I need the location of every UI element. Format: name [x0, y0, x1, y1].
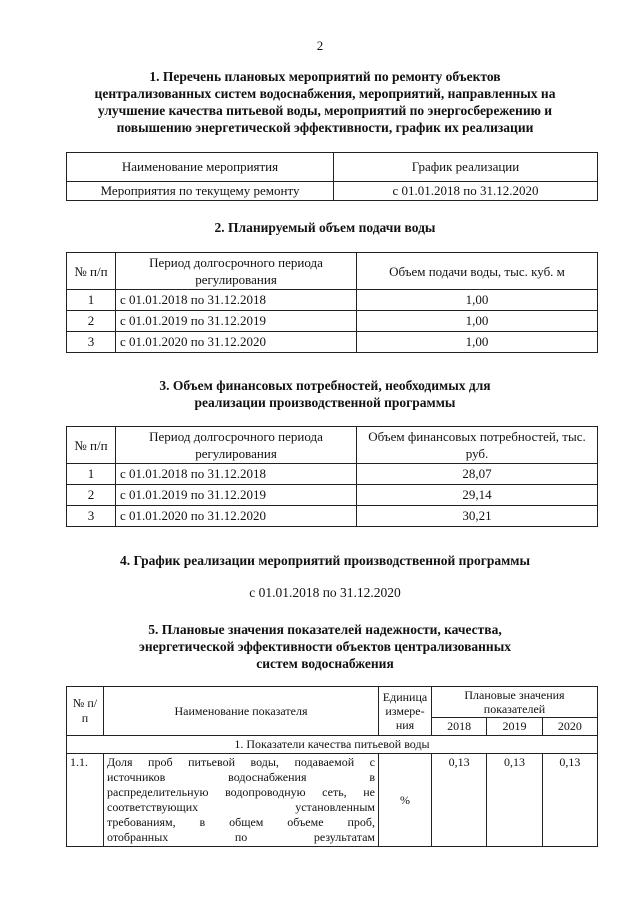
- section-1-title: [60, 68, 590, 136]
- header-num: № п/п: [67, 427, 116, 464]
- title-line: повышению энергетической эффективности, график их реализации: [116, 120, 534, 135]
- row-value: 0,13: [487, 754, 542, 847]
- row-num: 2: [67, 311, 116, 332]
- row-unit: %: [379, 754, 432, 847]
- header-period: Период долгосрочного периода регулирования: [116, 427, 357, 464]
- section-3-title: [60, 377, 590, 411]
- title-line: реализации производственной программы: [194, 395, 456, 410]
- name-line: соответствующих установленным: [107, 800, 375, 814]
- header-unit: Единица измере-ния: [379, 687, 432, 736]
- row-amount: 29,14: [357, 485, 598, 506]
- row-num: 1: [67, 464, 116, 485]
- table-row: [67, 464, 598, 485]
- indicators-table: [66, 686, 598, 847]
- row-period: с 01.01.2018 по 31.12.2018: [116, 290, 357, 311]
- title-line: 5. Плановые значения показателей надежности, качества,: [148, 622, 502, 637]
- table-header-row: [67, 253, 598, 290]
- header-planned: Плановые значения показателей: [432, 687, 598, 718]
- row-name: [104, 754, 379, 847]
- row-value: 0,13: [542, 754, 597, 847]
- page-number: 2: [316, 38, 324, 53]
- table-header-row: [67, 153, 598, 182]
- table-row: [67, 485, 598, 506]
- financial-needs-table: [66, 426, 598, 527]
- header-volume: Объем подачи воды, тыс. куб. м: [357, 253, 598, 290]
- activity-name: Мероприятия по текущему ремонту: [67, 182, 334, 201]
- section-5-title: [60, 621, 590, 672]
- table-header-row: [67, 427, 598, 464]
- name-line: Доля проб питьевой воды, подаваемой с: [107, 755, 375, 769]
- table-row: [67, 332, 598, 353]
- row-period: с 01.01.2019 по 31.12.2019: [116, 485, 357, 506]
- row-num: 1: [67, 290, 116, 311]
- header-period: Период долгосрочного периода регулирования: [116, 253, 357, 290]
- row-num: 2: [67, 485, 116, 506]
- water-supply-table: [66, 252, 598, 353]
- title-line: систем водоснабжения: [256, 656, 394, 671]
- name-line: распределительную водопроводную сеть, не: [107, 785, 375, 799]
- title-line: 3. Объем финансовых потребностей, необходимых для: [159, 378, 491, 393]
- table-group-row: [67, 736, 598, 754]
- table-row: [67, 754, 598, 847]
- title-line: 1. Перечень плановых мероприятий по ремонту объектов: [149, 69, 501, 84]
- table-row: [67, 290, 598, 311]
- header-finance: Объем финансовых потребностей, тыс. руб.: [357, 427, 598, 464]
- row-period: с 01.01.2018 по 31.12.2018: [116, 464, 357, 485]
- section-2-title: 2. Планируемый объем подачи воды: [214, 220, 436, 235]
- row-period: с 01.01.2020 по 31.12.2020: [116, 506, 357, 527]
- name-line: источников водоснабжения в: [107, 770, 375, 784]
- section-4-title: 4. График реализации мероприятий производственной программы: [119, 553, 531, 568]
- title-line: энергетической эффективности объектов централизованных: [138, 639, 511, 654]
- group-title: 1. Показатели качества питьевой воды: [67, 736, 598, 754]
- header-year: 2019: [487, 718, 542, 736]
- row-period: с 01.01.2020 по 31.12.2020: [116, 332, 357, 353]
- header-name: Наименование показателя: [104, 687, 379, 736]
- header-num: № п/п: [67, 253, 116, 290]
- row-num: 3: [67, 506, 116, 527]
- row-volume: 1,00: [357, 311, 598, 332]
- activities-table: [66, 152, 598, 201]
- row-amount: 30,21: [357, 506, 598, 527]
- name-line: отобранных по результатам: [107, 830, 375, 844]
- activity-schedule: с 01.01.2018 по 31.12.2020: [334, 182, 598, 201]
- header-year: 2020: [542, 718, 597, 736]
- header-num: № п/п: [67, 687, 104, 736]
- name-line: требованиям, в общем объеме проб,: [107, 815, 375, 829]
- title-line: улучшение качества питьевой воды, мероприятий по энергосбережению и: [97, 103, 553, 118]
- table-header-row: [67, 687, 598, 718]
- row-num: 3: [67, 332, 116, 353]
- row-amount: 28,07: [357, 464, 598, 485]
- row-volume: 1,00: [357, 332, 598, 353]
- row-num: 1.1.: [67, 754, 104, 847]
- row-period: с 01.01.2019 по 31.12.2019: [116, 311, 357, 332]
- section-4-period: с 01.01.2018 по 31.12.2020: [249, 585, 401, 600]
- row-volume: 1,00: [357, 290, 598, 311]
- row-value: 0,13: [432, 754, 487, 847]
- table-row: [67, 311, 598, 332]
- header-year: 2018: [432, 718, 487, 736]
- header-activity: Наименование мероприятия: [67, 153, 334, 182]
- table-row: [67, 182, 598, 201]
- table-row: [67, 506, 598, 527]
- title-line: централизованных систем водоснабжения, мероприятий, направленных на: [94, 86, 556, 101]
- header-schedule: График реализации: [334, 153, 598, 182]
